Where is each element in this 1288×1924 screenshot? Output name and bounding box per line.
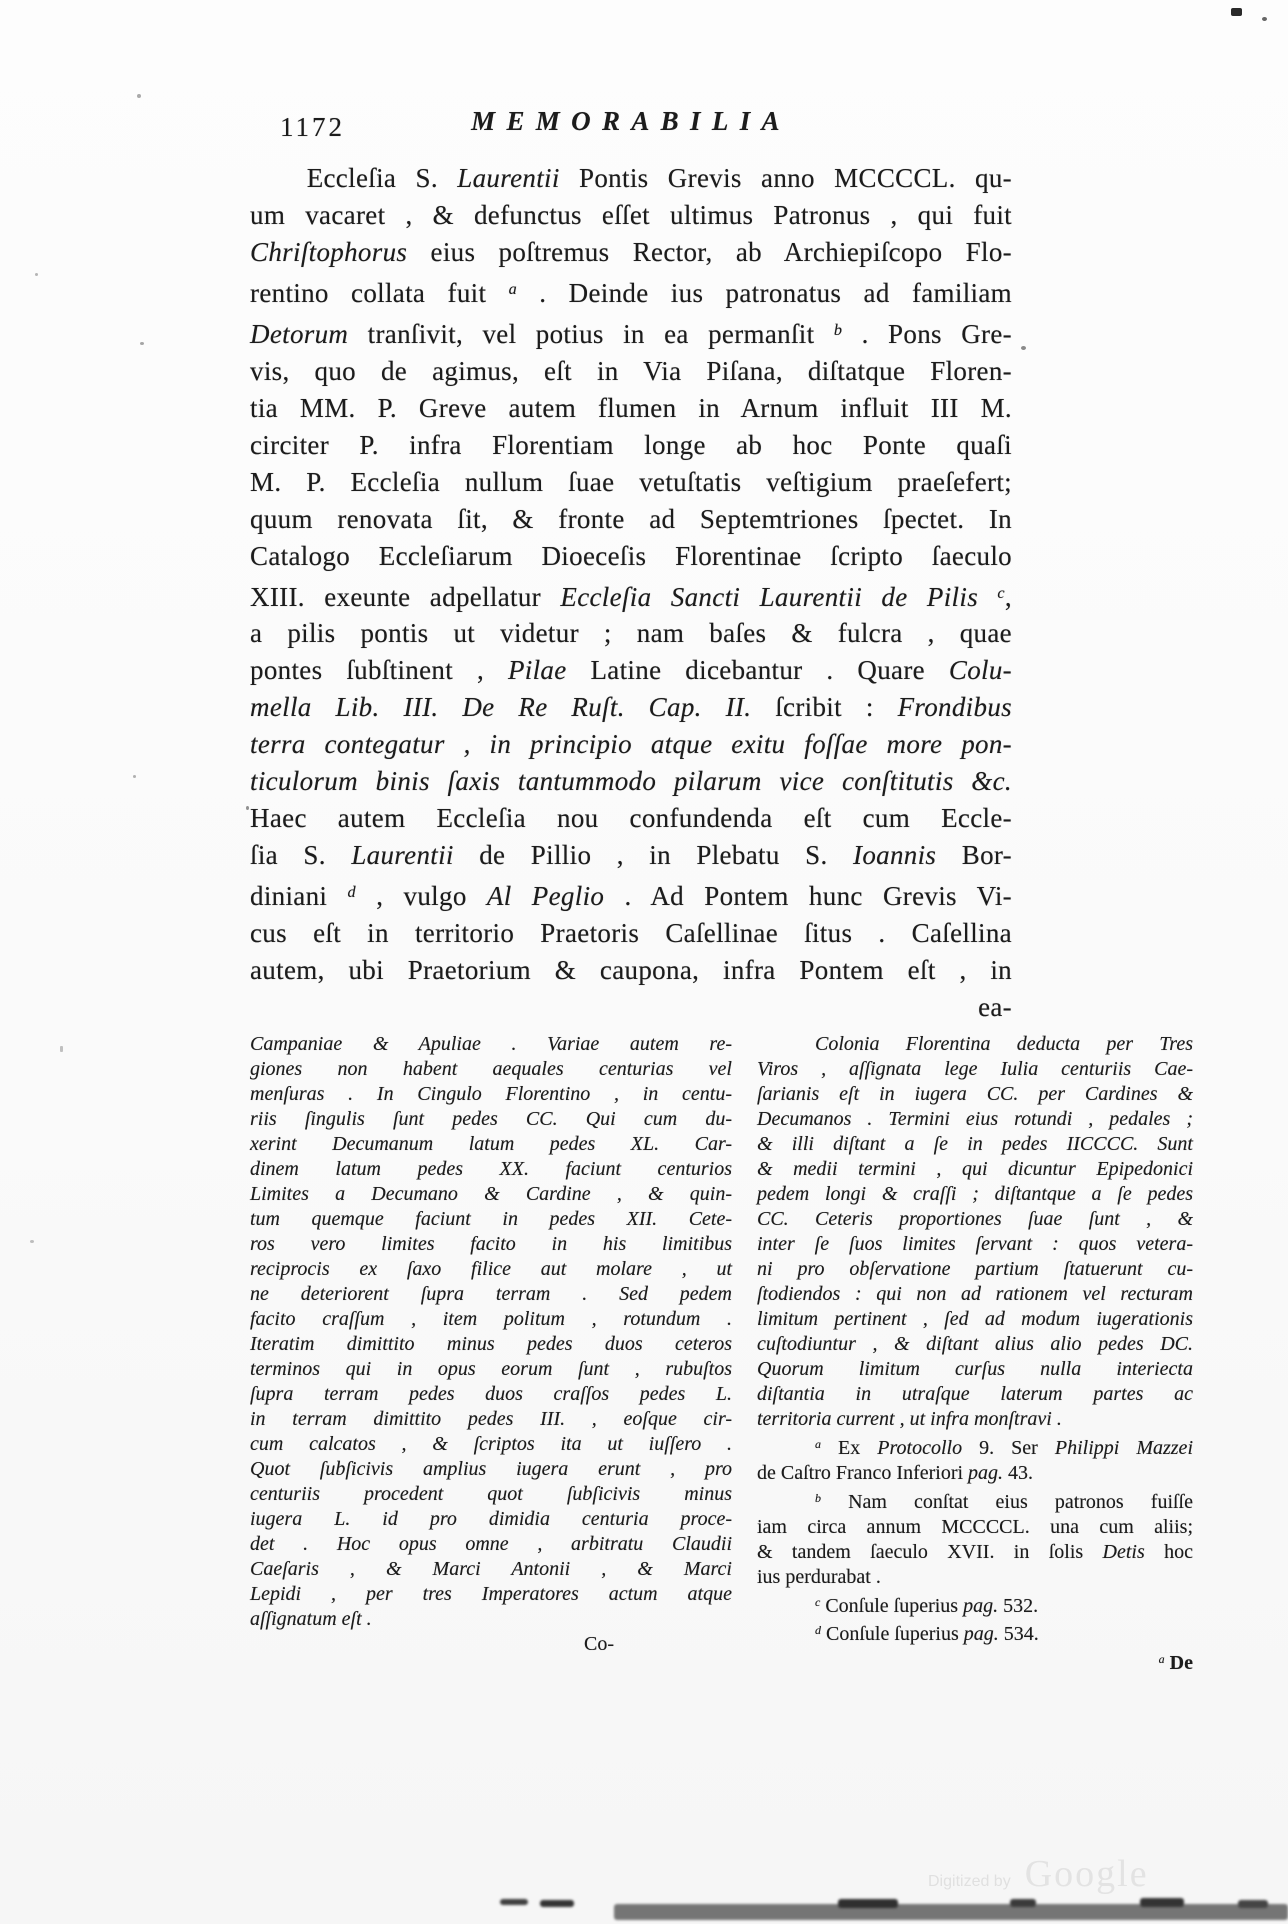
text-line: xerint Decumanum latum pedes XL. Car- [250, 1133, 732, 1155]
watermark-prefix: Digitized by [928, 1873, 1011, 1890]
footnote-right-lines [757, 1032, 1193, 1647]
noise-speck [35, 273, 38, 276]
digitized-watermark [928, 1852, 1149, 1896]
text-line: iam circa annum MCCCCL. una cum aliis; [757, 1515, 1193, 1538]
text-line: terra contegatur , in principio atque exitu foſſae more pon- [250, 729, 1012, 760]
text-line: facito craſſum , item politum , rotundum . [250, 1308, 732, 1330]
text-line: inter ſe ſuos limites ſervant : quos vetera- [757, 1233, 1193, 1255]
text-line: cus eſt in territorio Praetoris Caſellinae ſitus . Caſellina [250, 918, 1012, 949]
text-line: Viros , aſſignata lege Iulia centuriis Cae- [757, 1058, 1193, 1080]
text-line: reciprocis ex ſaxo filice aut molare , ut [250, 1258, 732, 1280]
text-line: de Caſtro Franco Inferiori pag. 43. [757, 1461, 1034, 1484]
text-line: Eccleſia S. Laurentii Pontis Grevis anno MCCCCL. qu- [306, 163, 1012, 193]
text-line: a pilis pontis ut videtur ; nam baſes & fulcra , quae [250, 618, 1012, 649]
text-line: tia MM. P. Greve autem flumen in Arnum influit III M. [250, 392, 1012, 423]
signature-mark [757, 1647, 1193, 1676]
text-line: pedem longi & craſſi ; diſtantque a ſe pedes [757, 1183, 1193, 1205]
text-line: ros vero limites facito in his limitibus [250, 1233, 732, 1255]
page-number: 1172 [280, 112, 345, 142]
text-line: Colonia Florentina deducta per Tres [815, 1033, 1193, 1055]
text-line: cuſtodiuntur , & diſtant alius alio pedes DC. [757, 1333, 1193, 1355]
text-line: pontes ſubſtinent , Pilae Latine dicebantur . Quare Colu- [250, 655, 1012, 686]
scan-edge-dash [838, 1899, 898, 1908]
footnote-column-left [250, 1032, 732, 1657]
text-line: Haec autem Eccleſia nou confundenda eſt cum Eccle- [250, 803, 1012, 834]
text-line: & tandem ſaeculo XVII. in ſolis Detis hoc [757, 1540, 1193, 1563]
text-line: diniani $^d$ , vulgo Al Peglio . Ad Pontem hunc Grevis Vi- [250, 881, 1012, 912]
text-line: iugera L. id pro dimidia centuria proce- [250, 1508, 732, 1530]
text-line: Detorum tranſivit, vel potius in ea permanſit $^b$ . Pons Gre- [250, 318, 1012, 349]
noise-speck [1262, 17, 1267, 21]
text-line: Lepidi , per tres Imperatores actum atque [250, 1583, 732, 1605]
noise-speck [30, 1240, 34, 1243]
text-line: & medii termini , qui dicuntur Epipedonici [757, 1158, 1193, 1180]
page-header [250, 106, 1012, 150]
google-logo: Google [1024, 1853, 1149, 1895]
text-line: centuriis procedent quot ſubſicivis minus [250, 1483, 732, 1505]
text-line: ſtodiendos : qui non ad rationem vel recturam [757, 1283, 1193, 1305]
text-line: riis ſingulis ſunt pedes CC. Qui cum du- [250, 1108, 732, 1130]
text-line: $^c$ Conſule ſuperius pag. 532. [815, 1594, 1039, 1617]
footnote-left-lines [250, 1032, 732, 1632]
footnote-column-right [757, 1032, 1193, 1676]
main-text-column [250, 160, 1012, 1026]
text-line: $^a$ De [1158, 1651, 1193, 1674]
scan-edge-dash [540, 1900, 574, 1907]
text-line: $^d$ Conſule ſuperius pag. 534. [815, 1623, 1039, 1645]
text-line: rentino collata fuit $^a$ . Deinde ius patronatus ad familiam [250, 277, 1012, 308]
text-line: ni pro obſervatione partium ſtatuerunt cu- [757, 1258, 1193, 1280]
scan-edge-dash [1010, 1899, 1036, 1907]
text-line: Catalogo Eccleſiarum Dioeceſis Florentinae ſcripto ſaeculo [250, 540, 1012, 571]
scan-edge-dash [1140, 1898, 1184, 1907]
text-line: Decumanos . Termini eius rotundi , pedales ; [757, 1108, 1193, 1130]
noise-speck [133, 775, 136, 778]
text-line: mella Lib. III. De Re Ruſt. Cap. II. ſcribit : Frondibus [250, 692, 1012, 723]
text-line: diſtantia in utraſque laterum partes ac [757, 1383, 1193, 1405]
text-line: CC. Ceteris proportiones ſuae ſunt , & [757, 1208, 1193, 1230]
text-line: ne deteriorent ſupra terram . Sed pedem [250, 1283, 732, 1305]
text-line: Limites a Decumano & Cardine , & quin- [250, 1183, 732, 1205]
text-line: Quorum limitum curſus nulla interiecta [757, 1358, 1193, 1380]
text-line: M. P. Eccleſia nullum ſuae vetuſtatis veſtigium praeſefert; [250, 466, 1012, 497]
text-line: XIII. exeunte adpellatur Eccleſia Sancti Laurentii de Pilis $^c$, [250, 581, 1012, 612]
text-line: circiter P. infra Florentiam longe ab hoc Ponte quaſi [250, 429, 1012, 460]
main-text-lines [250, 160, 1012, 989]
scan-edge-dash [500, 1899, 528, 1905]
running-title: MEMORABILIA [471, 106, 791, 136]
noise-speck [140, 342, 144, 345]
text-line: ſupra terram pedes duos craſſos pedes L. [250, 1383, 732, 1405]
noise-speck [246, 806, 249, 810]
scan-edge-band [614, 1904, 1288, 1920]
text-line: ticulorum binis ſaxis tantummodo pilarum vice conſtitutis &c. [250, 766, 1012, 797]
text-line: um vacaret , & defunctus eſſet ultimus Patronus , qui fuit [250, 200, 1012, 230]
text-line: dinem latum pedes XX. faciunt centurios [250, 1158, 732, 1180]
text-line: vis, quo de agimus, eſt in Via Piſana, diſtatque Floren- [250, 355, 1012, 386]
text-line: ius perdurabat . [757, 1565, 881, 1588]
scan-edge-dash [1238, 1900, 1268, 1908]
text-line: Caeſaris , & Marci Antonii , & Marci [250, 1558, 732, 1580]
catchword-main: ea- [978, 992, 1012, 1023]
text-line: giones non habent aequales centurias vel [250, 1058, 732, 1080]
text-line: cum calcatos , & ſcriptos ita ut iuſſero . [250, 1433, 732, 1455]
text-line: & illi diſtant a ſe in pedes IICCCC. Sunt [757, 1133, 1193, 1155]
noise-speck [1021, 346, 1026, 350]
text-line: Quot ſubſicivis amplius iugera erunt , pro [250, 1458, 732, 1480]
text-line: autem, ubi Praetorium & caupona, infra Pontem eſt , in [250, 955, 1012, 986]
text-line: det . Hoc opus omne , arbitratu Claudii [250, 1533, 732, 1555]
text-line: ſarianis eſt in iugera CC. per Cardines & [757, 1083, 1193, 1105]
text-line: ſia S. Laurentii de Pillio , in Plebatu S. Ioannis Bor- [250, 840, 1012, 871]
text-line: Chriſtophorus eius poſtremus Rector, ab Archiepiſcopo Flo- [250, 237, 1012, 267]
noise-speck [60, 1046, 63, 1052]
text-line: territoria current , ut infra monſtravi . [757, 1408, 1062, 1430]
text-line: tum quemque faciunt in pedes XII. Cete- [250, 1208, 732, 1230]
text-line: quum renovata ſit, & fronte ad Septemtriones ſpectet. In [250, 503, 1012, 534]
noise-speck [1231, 8, 1242, 16]
text-line: aſſignatum eſt . [250, 1608, 372, 1630]
text-line: menſuras . In Cingulo Florentino , in centu- [250, 1083, 732, 1105]
text-line: terminos qui in opus eorum ſunt , rubuſtos [250, 1358, 732, 1380]
catchword-footnote-left: Co- [584, 1633, 614, 1655]
noise-speck [137, 94, 141, 98]
text-line: limitum pertinent , ſed ad modum iugerationis [757, 1308, 1193, 1330]
text-line: Iteratim dimittito minus pedes duos ceteros [250, 1333, 732, 1355]
text-line: $^b$ Nam conſtat eius patronos fuiſſe [815, 1490, 1193, 1513]
text-line: Campaniae & Apuliae . Variae autem re- [250, 1033, 732, 1055]
text-line: in terram dimittito pedes III. , eoſque cir- [250, 1408, 732, 1430]
text-line: $^a$ Ex Protocollo 9. Ser Philippi Mazzei [815, 1436, 1193, 1459]
